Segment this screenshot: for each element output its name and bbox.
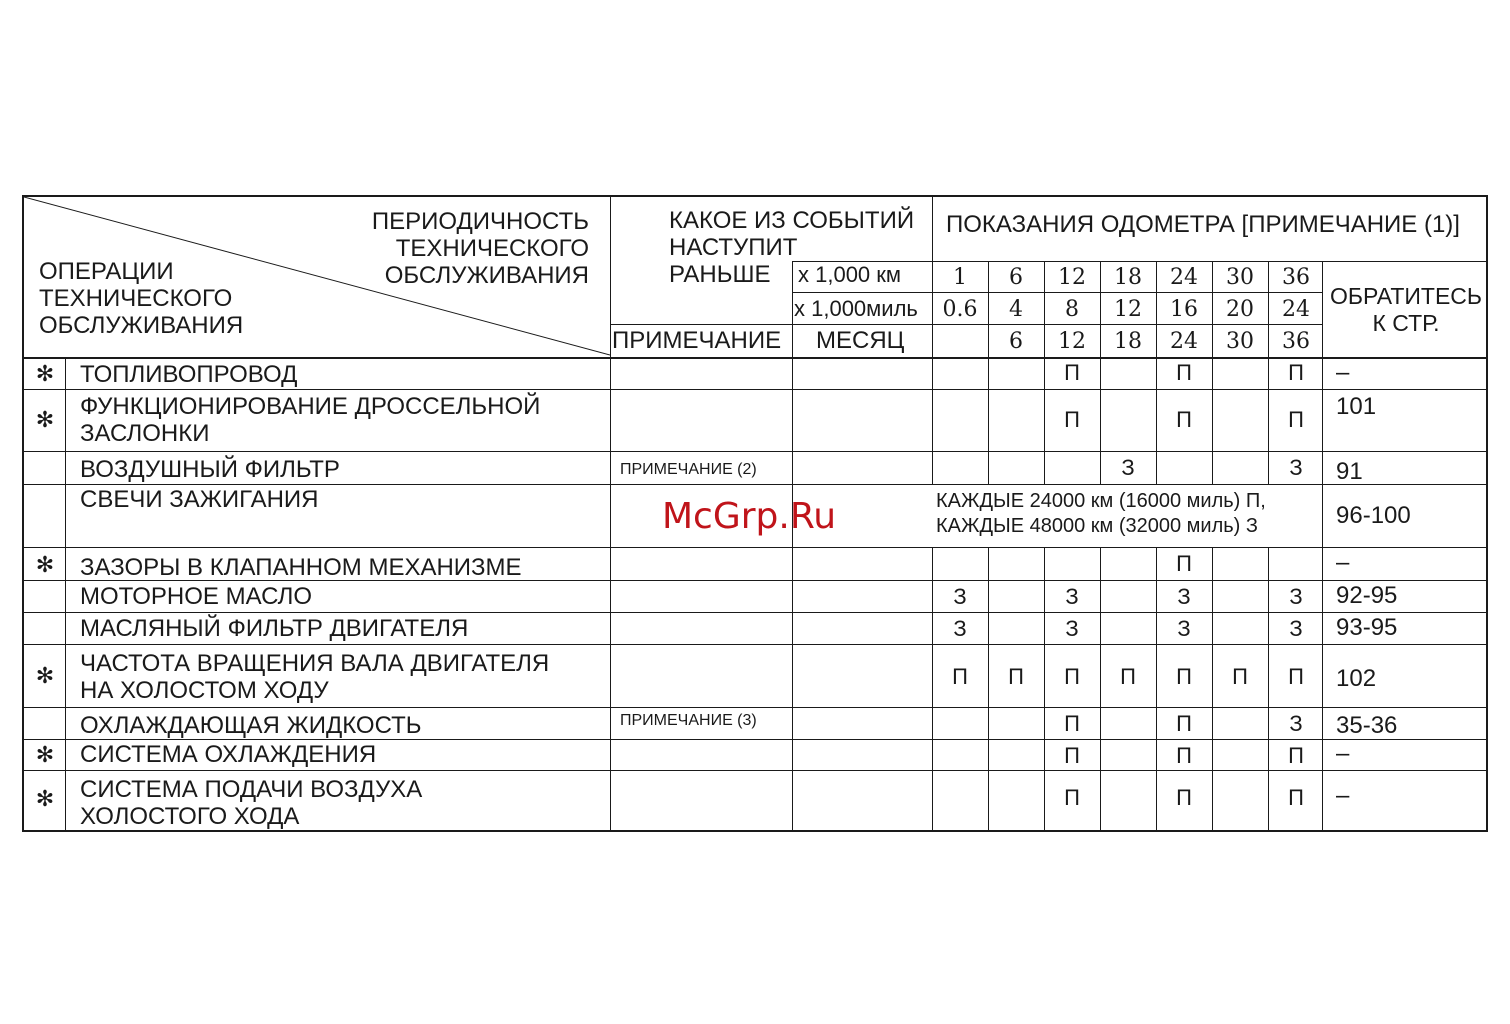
operation-name: МАСЛЯНЫЙ ФИЛЬТР ДВИГАТЕЛЯ: [80, 615, 469, 642]
grid-line: [610, 197, 611, 832]
mark: З: [953, 616, 967, 641]
note-text: ПРИМЕЧАНИЕ (2): [620, 461, 757, 478]
mark: П: [1288, 785, 1304, 810]
grid-line: [24, 612, 1488, 613]
mark: П: [1232, 664, 1248, 689]
mark: П: [1064, 711, 1080, 736]
page-reference: 102: [1336, 665, 1377, 692]
mark: П: [1176, 711, 1192, 736]
mark: П: [1176, 785, 1192, 810]
page-reference: 93-95: [1336, 614, 1398, 641]
mark: З: [1289, 584, 1303, 609]
odo-month: 30: [1226, 329, 1254, 354]
mark: З: [1289, 455, 1303, 480]
mark: П: [1288, 360, 1304, 385]
page-reference: –: [1336, 359, 1350, 386]
page-reference: 35-36: [1336, 712, 1398, 739]
mark: З: [1177, 584, 1191, 609]
asterisk-icon: ✻: [35, 742, 55, 767]
grid-line: [24, 451, 1488, 452]
odo-mile: 0.6: [942, 297, 978, 322]
watermark-text: McGrp.Ru: [662, 496, 837, 537]
interval-span-text: КАЖДЫЕ 24000 км (16000 миль) П, КАЖДЫЕ 48000 км (32000 миль) З: [936, 490, 1266, 537]
odo-mile: 4: [1009, 297, 1023, 322]
grid-line: [24, 770, 1488, 771]
odo-month: 18: [1114, 329, 1142, 354]
odo-mile: 8: [1065, 297, 1079, 322]
odo-km: 18: [1114, 265, 1142, 290]
mark: З: [1065, 584, 1079, 609]
note-text: ПРИМЕЧАНИЕ (3): [620, 712, 757, 729]
odo-month: 24: [1170, 329, 1198, 354]
odo-km: 12: [1058, 265, 1086, 290]
asterisk-icon: ✻: [35, 786, 55, 811]
asterisk-icon: ✻: [35, 361, 55, 386]
whichever-first-heading: КАКОЕ ИЗ СОБЫТИЙ НАСТУПИТ РАНЬШЕ: [669, 207, 915, 288]
page-reference: 101: [1336, 393, 1377, 420]
mark: П: [1176, 360, 1192, 385]
unit-km-label: x 1,000 км: [798, 262, 902, 287]
mark: П: [1176, 664, 1192, 689]
operation-name: ЗАЗОРЫ В КЛАПАННОМ МЕХАНИЗМЕ: [80, 554, 522, 581]
note-column-header: ПРИМЕЧАНИЕ: [612, 327, 782, 354]
mark: З: [1289, 616, 1303, 641]
operation-name: МОТОРНОЕ МАСЛО: [80, 583, 313, 610]
odo-mile: 16: [1170, 297, 1198, 322]
grid-line: [792, 292, 1322, 293]
mark: П: [1064, 785, 1080, 810]
odo-km: 24: [1170, 265, 1198, 290]
odometer-heading: ПОКАЗАНИЯ ОДОМЕТРА [ПРИМЕЧАНИЕ (1)]: [946, 211, 1460, 238]
grid-line: [792, 261, 1488, 262]
mark: З: [953, 584, 967, 609]
odo-km: 6: [1009, 265, 1023, 290]
month-column-header: МЕСЯЦ: [816, 327, 905, 354]
operations-heading: ОПЕРАЦИИ ТЕХНИЧЕСКОГО ОБСЛУЖИВАНИЯ: [39, 258, 244, 339]
unit-miles-label: x 1,000миль: [794, 296, 918, 321]
mark: П: [1176, 407, 1192, 432]
mark: П: [1008, 664, 1024, 689]
mark: П: [1288, 743, 1304, 768]
mark: З: [1121, 455, 1135, 480]
periodicity-heading: ПЕРИОДИЧНОСТЬ ТЕХНИЧЕСКОГО ОБСЛУЖИВАНИЯ: [371, 208, 589, 289]
grid-line: [24, 547, 1488, 548]
mark: П: [1288, 407, 1304, 432]
grid-line: [24, 644, 1488, 645]
page-reference: 96-100: [1336, 502, 1411, 529]
mark: П: [1064, 360, 1080, 385]
odo-mile: 20: [1226, 297, 1254, 322]
asterisk-icon: ✻: [35, 552, 55, 577]
operation-name: ОХЛАЖДАЮЩАЯ ЖИДКОСТЬ: [80, 712, 422, 739]
grid-line: [24, 357, 1488, 359]
mark: З: [1177, 616, 1191, 641]
mark: З: [1065, 616, 1079, 641]
operation-name: СИСТЕМА ОХЛАЖДЕНИЯ: [80, 741, 377, 768]
odo-mile: 12: [1114, 297, 1142, 322]
page-reference: 91: [1336, 458, 1363, 485]
operation-name: СИСТЕМА ПОДАЧИ ВОЗДУХА ХОЛОСТОГО ХОДА: [80, 776, 423, 830]
mark: П: [1176, 743, 1192, 768]
grid-line: [65, 357, 66, 832]
odo-km: 1: [953, 265, 967, 290]
odo-month: 36: [1282, 329, 1310, 354]
mark: П: [952, 664, 968, 689]
grid-line: [932, 197, 933, 484]
grid-line: [24, 707, 1488, 708]
mark: П: [1176, 551, 1192, 576]
operation-name: ЧАСТОТА ВРАЩЕНИЯ ВАЛА ДВИГАТЕЛЯ НА ХОЛОСТОМ ХОДУ: [80, 650, 550, 704]
page-reference: 92-95: [1336, 582, 1398, 609]
mark: П: [1120, 664, 1136, 689]
odo-km: 30: [1226, 265, 1254, 290]
grid-line: [24, 484, 1488, 485]
mark: З: [1289, 711, 1303, 736]
asterisk-icon: ✻: [35, 407, 55, 432]
mark: П: [1064, 664, 1080, 689]
operation-name: ТОПЛИВОПРОВОД: [80, 361, 298, 388]
grid-line: [24, 389, 1488, 390]
operation-name: ВОЗДУШНЫЙ ФИЛЬТР: [80, 456, 340, 483]
odo-month: 12: [1058, 329, 1086, 354]
operation-name: ФУНКЦИОНИРОВАНИЕ ДРОССЕЛЬНОЙ ЗАСЛОНКИ: [80, 393, 541, 447]
page-reference: –: [1336, 740, 1350, 767]
page-reference: –: [1336, 782, 1350, 809]
odo-km: 36: [1282, 265, 1310, 290]
asterisk-icon: ✻: [35, 663, 55, 688]
mark: П: [1288, 664, 1304, 689]
odo-month: 6: [1009, 329, 1023, 354]
page-reference: –: [1336, 549, 1350, 576]
odo-mile: 24: [1282, 297, 1310, 322]
grid-line: [610, 324, 1322, 325]
operation-name: СВЕЧИ ЗАЖИГАНИЯ: [80, 486, 319, 513]
mark: П: [1064, 743, 1080, 768]
mark: П: [1064, 407, 1080, 432]
refer-page-header: ОБРАТИТЕСЬ К СТР.: [1329, 283, 1482, 336]
grid-line: [24, 739, 1488, 740]
